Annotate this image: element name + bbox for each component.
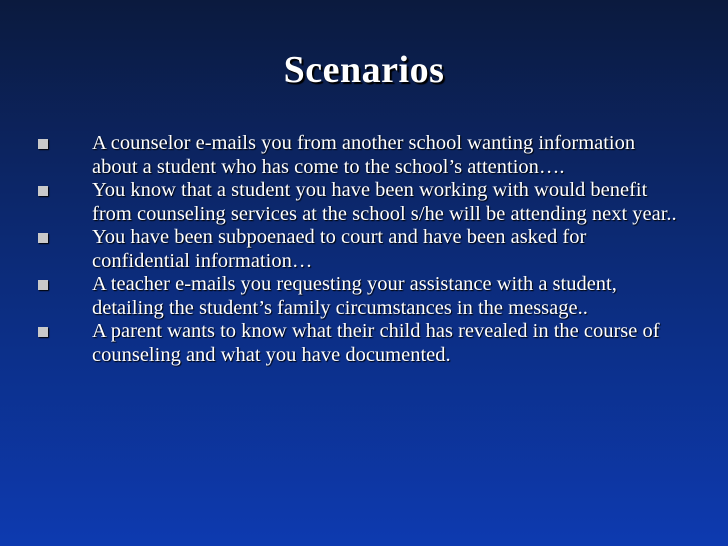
square-bullet-icon bbox=[38, 280, 48, 290]
bullet-item bbox=[38, 273, 678, 320]
bullet-text: A teacher e-mails you requesting your assistance with a student, detailing the student’s family circumstances in the message.. bbox=[92, 273, 617, 319]
slide-title: Scenarios bbox=[283, 49, 445, 91]
square-bullet-icon bbox=[38, 233, 48, 243]
bullet-item bbox=[38, 179, 678, 226]
bullet-text: A parent wants to know what their child has revealed in the course of counseling and what you have documented. bbox=[92, 320, 660, 366]
bullet-text: A counselor e-mails you from another school wanting information about a student who has come to the school’s attention…. bbox=[92, 132, 636, 178]
bullet-text: You have been subpoenaed to court and have been asked for confidential information… bbox=[92, 226, 587, 272]
bullet-item bbox=[38, 226, 678, 273]
square-bullet-icon bbox=[38, 186, 48, 196]
bullet-item bbox=[38, 132, 678, 179]
square-bullet-icon bbox=[38, 327, 48, 337]
bullet-item bbox=[38, 320, 678, 367]
square-bullet-icon bbox=[38, 139, 48, 149]
bullet-list bbox=[38, 132, 678, 367]
bullet-text: You know that a student you have been working with would benefit from counseling services at the school s/he will be attending next year.. bbox=[92, 179, 677, 225]
